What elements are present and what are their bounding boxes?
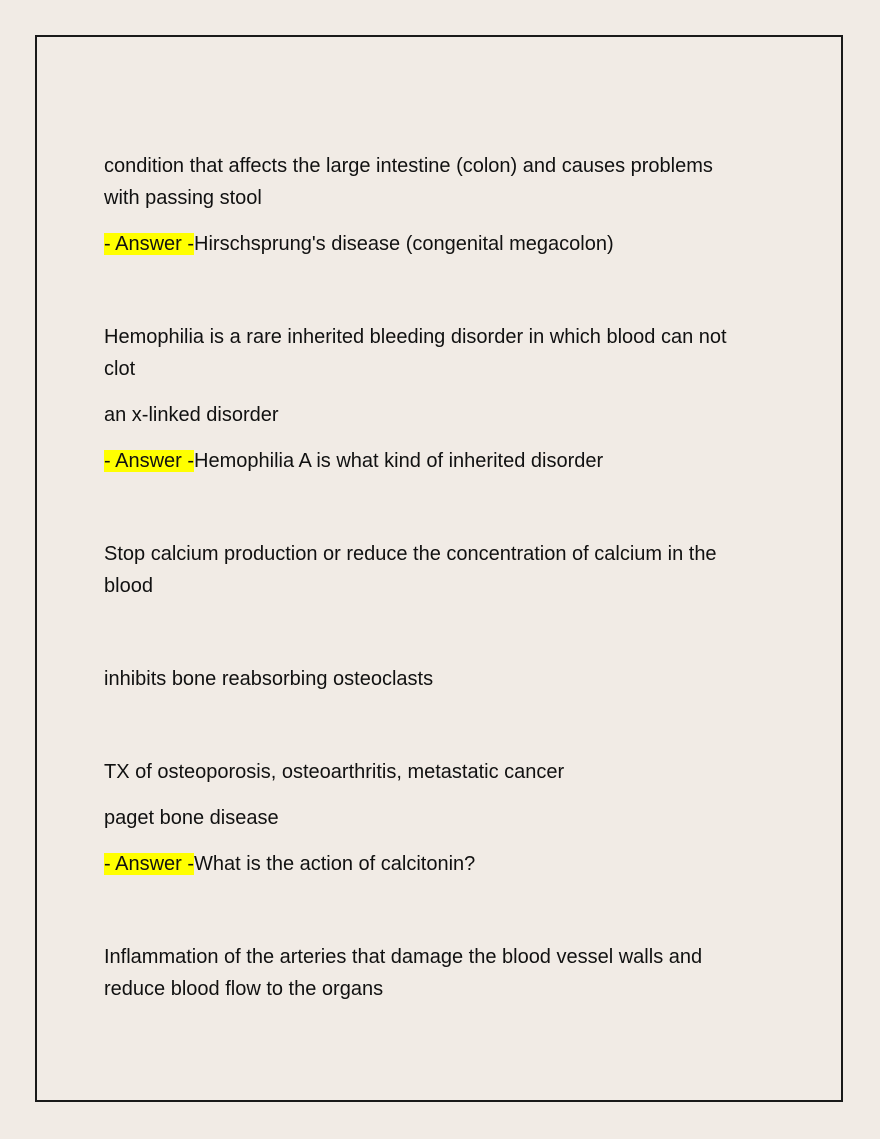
answer-line: [104, 848, 804, 880]
text-line: paget bone disease: [104, 807, 279, 829]
answer-text: What is the action of calcitonin?: [194, 853, 476, 875]
answer-label: - Answer -: [104, 853, 195, 875]
text-line: inhibits bone reabsorbing osteoclasts: [104, 668, 434, 690]
question-text: [104, 321, 804, 385]
text-line: an x-linked disorder: [104, 404, 279, 426]
text-line: clot: [104, 358, 136, 380]
question-text: [104, 756, 804, 788]
text-line: condition that affects the large intestine (colon) and causes problems: [104, 155, 713, 177]
answer-line: [104, 228, 804, 260]
document-body: [104, 150, 804, 1019]
text-line: blood: [104, 575, 153, 597]
text-line: reduce blood flow to the organs: [104, 978, 384, 1000]
question-text: [104, 399, 804, 431]
answer-line: [104, 445, 804, 477]
question-text: [104, 941, 804, 1005]
text-line: Hemophilia is a rare inherited bleeding disorder in which blood can not: [104, 326, 727, 348]
text-line: with passing stool: [104, 187, 262, 209]
spacer: [104, 491, 804, 538]
question-text: [104, 538, 804, 602]
answer-label: - Answer -: [104, 450, 195, 472]
spacer: [104, 274, 804, 321]
question-text: [104, 802, 804, 834]
text-line: Stop calcium production or reduce the concentration of calcium in the: [104, 543, 717, 565]
answer-text: Hemophilia A is what kind of inherited disorder: [194, 450, 604, 472]
answer-text: Hirschsprung's disease (congenital megacolon): [194, 233, 614, 255]
spacer: [104, 616, 804, 663]
spacer: [104, 894, 804, 941]
question-text: [104, 663, 804, 695]
text-line: TX of osteoporosis, osteoarthritis, metastatic cancer: [104, 761, 565, 783]
spacer: [104, 709, 804, 756]
text-line: Inflammation of the arteries that damage the blood vessel walls and: [104, 946, 703, 968]
answer-label: - Answer -: [104, 233, 195, 255]
question-text: [104, 150, 804, 214]
